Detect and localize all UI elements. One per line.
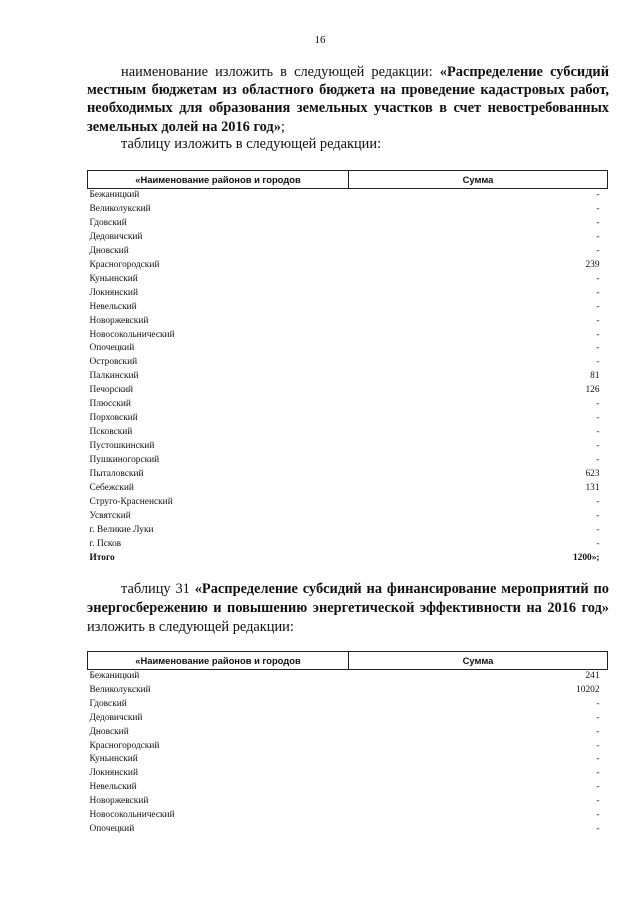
table-row — [88, 781, 608, 795]
amendment-paragraph-1 — [87, 63, 609, 136]
district-name-cell: Новосокольнический — [89, 329, 175, 340]
district-name-cell: Печорский — [89, 385, 134, 396]
table-row — [88, 740, 608, 754]
amount-cell: - — [596, 524, 600, 535]
amount-cell: 241 — [585, 671, 600, 681]
district-name-cell: Красногородский — [89, 740, 160, 751]
table-row — [88, 273, 608, 287]
district-name-cell: Новоржевский — [89, 796, 149, 807]
table-header-row — [88, 652, 608, 670]
district-name-cell: Гдовский — [89, 217, 127, 228]
district-name-cell: Себежский — [89, 483, 134, 494]
amount-cell: 623 — [585, 469, 600, 480]
amount-cell: - — [596, 510, 600, 521]
amount-cell: - — [596, 315, 600, 326]
total-row — [88, 552, 608, 566]
amount-cell: - — [596, 740, 600, 751]
amount-cell: - — [596, 768, 600, 779]
page-number: 16 — [314, 34, 326, 46]
amount-cell: - — [596, 413, 600, 424]
para3-bold-title: «Распределение субсидий на финансирование мероприятий по энергосбережению и повышению энергетической эффективности на 2016 год» — [87, 581, 609, 616]
district-name-cell: Куньинский — [89, 273, 138, 284]
district-name-cell: Бежаницкий — [89, 671, 140, 681]
district-name-cell: Дновский — [89, 726, 129, 737]
table-row — [88, 342, 608, 356]
amount-cell: 10202 — [576, 684, 600, 695]
amount-cell: - — [596, 698, 600, 709]
district-name-cell: Новосокольнический — [89, 810, 175, 821]
column-header-sum: Сумма — [349, 652, 608, 670]
table-row — [88, 712, 608, 726]
para1-bold-title: «Распределение субсидий местным бюджетам из областного бюджета на проведение кадастровых работ, необходимых для образования земельных участков в счет невостребованных земельных долей на 2016 год» — [87, 64, 610, 135]
table-row — [88, 301, 608, 315]
table-row — [88, 203, 608, 217]
amount-cell: 131 — [585, 483, 600, 494]
table-row — [88, 287, 608, 301]
amount-cell: - — [596, 301, 600, 312]
amount-cell: - — [596, 203, 600, 214]
table-row — [88, 412, 608, 426]
para3-normal-2: изложить в следующей редакции: — [87, 619, 294, 635]
amount-cell: - — [596, 329, 600, 340]
amount-cell: - — [596, 427, 600, 438]
amount-cell: - — [596, 217, 600, 228]
amendment-paragraph-2: таблицу изложить в следующей редакции: — [121, 136, 382, 152]
amount-cell: - — [596, 399, 600, 410]
amount-cell: - — [596, 782, 600, 793]
amount-cell: - — [596, 273, 600, 284]
amount-cell: 81 — [590, 371, 600, 382]
amount-cell: - — [596, 231, 600, 242]
table-row — [88, 356, 608, 370]
table-row — [88, 698, 608, 712]
table-row — [88, 259, 608, 273]
table-header-row — [88, 171, 608, 189]
amount-cell: - — [596, 357, 600, 368]
table-row — [88, 524, 608, 538]
table-row — [88, 809, 608, 823]
table-row — [88, 670, 608, 684]
table-row — [88, 496, 608, 510]
district-name-cell: Локнянский — [89, 768, 138, 779]
amount-cell: - — [596, 441, 600, 452]
district-name-cell: Красногородский — [89, 259, 160, 270]
amount-cell: - — [596, 810, 600, 821]
table-row — [88, 426, 608, 440]
table-row — [88, 823, 608, 837]
amount-cell: - — [596, 823, 600, 834]
district-name-cell: Островский — [89, 357, 138, 368]
district-name-cell: Великолукский — [89, 203, 151, 214]
district-name-cell: Гдовский — [89, 698, 127, 709]
district-name-cell: Бежаницкий — [89, 190, 140, 200]
table-row — [88, 189, 608, 203]
amount-cell: - — [596, 712, 600, 723]
table-row — [88, 398, 608, 412]
subsidy-table-1 — [87, 170, 608, 566]
district-name-cell: Пустошкинский — [89, 441, 155, 452]
district-name-cell: Дедовичский — [89, 231, 143, 242]
amount-cell: - — [596, 287, 600, 298]
district-name-cell: Куньинский — [89, 754, 138, 765]
para1-tail: ; — [280, 118, 285, 135]
amount-cell: - — [596, 796, 600, 807]
district-name-cell: г. Великие Луки — [89, 524, 154, 535]
amount-cell: - — [596, 455, 600, 466]
district-name-cell: Новоржевский — [89, 315, 149, 326]
amount-cell: 239 — [585, 259, 600, 270]
table-row — [88, 245, 608, 259]
amount-cell: - — [596, 754, 600, 765]
district-name-cell: Усвятский — [89, 510, 131, 521]
amount-cell: - — [596, 726, 600, 737]
amount-cell: - — [596, 245, 600, 256]
column-header-name: «Наименование районов и городов — [88, 652, 349, 670]
district-name-cell: Локнянский — [89, 287, 138, 298]
district-name-cell: г. Псков — [89, 538, 122, 549]
table-row — [88, 468, 608, 482]
table-row — [88, 482, 608, 496]
table-row — [88, 538, 608, 552]
district-name-cell: Невельский — [89, 301, 137, 312]
district-name-cell: Дновский — [89, 245, 129, 256]
amount-cell: 126 — [585, 385, 600, 396]
table-row — [88, 231, 608, 245]
table-row — [88, 329, 608, 343]
para3-normal-1: таблицу 31 — [121, 581, 195, 597]
district-name-cell: Опочецкий — [89, 343, 135, 354]
district-name-cell: Струго-Красненский — [89, 496, 173, 507]
column-header-name: «Наименование районов и городов — [88, 171, 349, 189]
table-row — [88, 217, 608, 231]
column-header-sum: Сумма — [349, 171, 608, 189]
district-name-cell: Порховский — [89, 413, 138, 424]
amendment-paragraph-3 — [87, 580, 609, 637]
amount-cell: - — [596, 190, 600, 200]
subsidy-table-31 — [87, 651, 608, 837]
district-name-cell: Пушкиногорский — [89, 455, 160, 466]
amount-cell: - — [596, 496, 600, 507]
district-name-cell: Пыталовский — [89, 469, 144, 480]
district-name-cell: Опочецкий — [89, 823, 135, 834]
district-name-cell: Псковский — [89, 427, 133, 438]
district-name-cell: Палкинский — [89, 371, 139, 382]
amount-cell: - — [596, 343, 600, 354]
table-row — [88, 767, 608, 781]
table-row — [88, 726, 608, 740]
table-row — [88, 440, 608, 454]
table-row — [88, 753, 608, 767]
table-row — [88, 795, 608, 809]
district-name-cell: Плюсский — [89, 399, 131, 410]
table-row — [88, 684, 608, 698]
district-name-cell: Невельский — [89, 782, 137, 793]
table-row — [88, 384, 608, 398]
total-amount: 1200»; — [572, 552, 600, 563]
table-row — [88, 370, 608, 384]
para1-normal: наименование изложить в следующей редакции: — [121, 64, 440, 80]
district-name-cell: Дедовичский — [89, 712, 143, 723]
table-row — [88, 510, 608, 524]
amount-cell: - — [596, 538, 600, 549]
total-label: Итого — [89, 552, 115, 563]
table-row — [88, 315, 608, 329]
district-name-cell: Великолукский — [89, 684, 151, 695]
table-row — [88, 454, 608, 468]
